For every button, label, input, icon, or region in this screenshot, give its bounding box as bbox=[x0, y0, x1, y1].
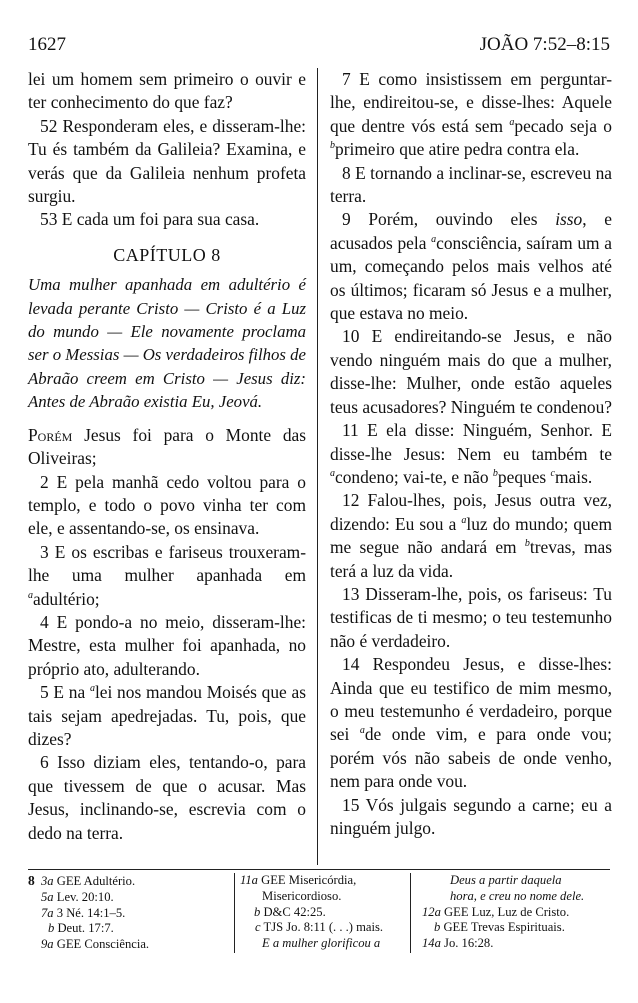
verse-8-6: 6 Isso diziam eles, tentando-o, para que tivessem de que o acusar. Mas Jesus, inclinando-se, escrevia com o dedo na terra. bbox=[28, 752, 306, 843]
footnote-marker[interactable]: b bbox=[330, 140, 335, 152]
verse-1-text: Jesus foi para o Monte das Oliveiras; bbox=[28, 424, 306, 469]
footnote-ref[interactable]: b bbox=[434, 920, 441, 935]
verse-8-4: 4 E pondo-a no meio, disseram-lhe: Mestre, esta mulher foi apanhada, no próprio ato, adulterando. bbox=[28, 611, 306, 679]
footnote-text: Jo. 16:28. bbox=[444, 936, 494, 951]
footnote-marker[interactable]: b bbox=[492, 468, 498, 480]
verse-8-9 bbox=[330, 208, 612, 325]
footnotes-column-3 bbox=[416, 873, 612, 952]
footnotes-column-2 bbox=[240, 873, 408, 952]
footnote-ref[interactable]: b bbox=[254, 904, 261, 919]
footnote-marker[interactable]: a bbox=[89, 683, 95, 695]
verse-9-italic: isso bbox=[555, 209, 583, 230]
footnote-text: GEE Consciência. bbox=[56, 937, 150, 952]
footnote-text: GEE Trevas Espirituais. bbox=[443, 920, 565, 935]
verse-12-text-mid: luz do mundo; quem me segue não andará em bbox=[330, 513, 613, 558]
running-header bbox=[28, 34, 610, 60]
footnote-marker[interactable]: a bbox=[28, 589, 33, 601]
verse-8-11 bbox=[330, 419, 612, 489]
footnote-ref[interactable]: 3a bbox=[41, 874, 54, 888]
verse-11-text: 11 E ela disse: Ninguém, Senhor. E disse-lhe Jesus: Nem eu também te bbox=[330, 420, 612, 464]
footnote-marker[interactable]: a bbox=[431, 234, 437, 246]
footnote-entry bbox=[240, 936, 408, 952]
footnote-marker[interactable]: a bbox=[330, 468, 335, 480]
footnote-column-divider bbox=[234, 873, 235, 953]
verse-9-text-end: consciência, saíram um a um, começando pelos mais velhos até os últimos; ficaram só Jesus e a mulher, que estava no meio. bbox=[330, 232, 612, 324]
footnote-text: Lev. 20:10. bbox=[56, 889, 114, 904]
footnote-entry bbox=[416, 889, 612, 905]
verse-11-text-end: mais. bbox=[555, 466, 593, 487]
chapter-summary: Uma mulher apanhada em adultério é levada perante Cristo — Cristo é a Luz do mundo — Ele novamente proclama ser o Messias — Os verdadeiros filhos de Abraão creem em Cristo — Jesus diz: Antes de Abraão existia Eu, Jeová. bbox=[28, 275, 306, 412]
footnote-entry bbox=[416, 873, 612, 889]
verse-8-13: 13 Disseram-lhe, pois, os fariseus: Tu testificas de ti mesmo; o teu testemunho não é verdadeiro. bbox=[330, 583, 612, 651]
verse-8-14 bbox=[330, 653, 612, 793]
verse-7-51-continuation: lei um homem sem primeiro o ouvir e ter conhecimento do que faz? bbox=[28, 69, 306, 113]
footnote-entry bbox=[28, 937, 233, 953]
footnote-text: GEE Adultério. bbox=[56, 874, 136, 888]
verse-8-10: 10 E endireitando-se Jesus, e não vendo ninguém mais do que a mulher, disse-lhe: Mulher, onde estão aqueles teus acusadores? Ninguém te condenou? bbox=[330, 326, 613, 417]
verse-14-text-end: de onde vim, e para onde vou; porém vós não sabeis de onde venho, nem para onde vou. bbox=[330, 724, 613, 792]
footnote-marker[interactable]: a bbox=[461, 514, 467, 526]
footnotes-column-1 bbox=[28, 873, 233, 953]
verse-7-52: 52 Responderam eles, e disseram-lhe: Tu és também da Galileia? Examina, e verás que da Galileia nenhum profeta surgiu. bbox=[28, 115, 306, 207]
footnote-text: Misericordioso. bbox=[262, 888, 342, 903]
footnote-marker[interactable]: a bbox=[359, 725, 365, 737]
verse-8-7 bbox=[330, 68, 612, 162]
footnote-marker[interactable]: c bbox=[550, 468, 555, 480]
footnote-ref[interactable]: 5a bbox=[41, 889, 54, 904]
footnote-entry bbox=[28, 873, 233, 890]
footnote-entry bbox=[28, 921, 233, 937]
verse-12-text: 12 Falou-lhes, pois, Jesus outra vez, dizendo: Eu sou a bbox=[330, 490, 612, 534]
footnote-ref[interactable]: 9a bbox=[41, 937, 54, 952]
footnote-divider bbox=[28, 869, 610, 870]
chapter-heading: CAPÍTULO 8 bbox=[113, 244, 221, 265]
verse-7-text-end: primeiro que atire pedra contra ela. bbox=[335, 139, 580, 160]
verse-12-text-end: trevas, mas terá a luz da vida. bbox=[330, 537, 613, 581]
verse-8-5 bbox=[28, 681, 306, 751]
footnote-ref[interactable]: c bbox=[255, 920, 261, 935]
verse-8-15: 15 Vós julgais segundo a carne; eu a ninguém julgo. bbox=[330, 794, 612, 838]
verse-5-text: 5 E na bbox=[40, 682, 90, 703]
footnote-text: Deut. 17:7. bbox=[57, 921, 114, 936]
footnote-text: Deus a partir daquela bbox=[450, 873, 562, 887]
footnote-text: GEE Luz, Luz de Cristo. bbox=[444, 904, 570, 919]
footnote-text: GEE Misericórdia, bbox=[261, 873, 357, 887]
footnote-text: E a mulher glorificou a bbox=[262, 936, 381, 951]
footnote-column-divider bbox=[410, 873, 411, 953]
verse-5-text-end: lei nos mandou Moisés que as tais sejam apedrejadas. Tu, pois, que dizes? bbox=[28, 682, 306, 749]
verse-7-text-mid: pecado seja o bbox=[514, 115, 612, 136]
footnote-marker[interactable]: a bbox=[509, 117, 515, 129]
footnote-entry bbox=[240, 920, 408, 936]
footnote-ref[interactable]: 11a bbox=[240, 873, 258, 887]
verse-3-text: 3 E os escribas e fariseus trouxeram-lhe uma mulher apanhada em bbox=[28, 541, 306, 586]
verse-7-text: 7 E como insistissem em perguntar-lhe, endireitou-se, e disse-lhes: Aquele que dentre vós está sem bbox=[330, 69, 612, 136]
footnote-marker[interactable]: b bbox=[524, 538, 530, 550]
verse-8-1 bbox=[28, 424, 306, 471]
page-number: 1627 bbox=[28, 34, 66, 55]
verse-8-8: 8 E tornando a inclinar-se, escreveu na terra. bbox=[330, 162, 612, 207]
footnote-entry bbox=[240, 889, 408, 905]
chapter-reference: JOÃO 7:52–8:15 bbox=[479, 34, 610, 55]
verse-14-text: 14 Respondeu Jesus, e disse-lhes: Ainda que eu testifico de mim mesmo, o meu testemunho é verdadeiro, porque sei bbox=[330, 654, 612, 745]
column-divider bbox=[317, 68, 318, 865]
verse-11-text-mid: condeno; vai-te, e não bbox=[335, 466, 493, 487]
verse-9-text: 9 Porém, ouvindo eles bbox=[342, 209, 556, 230]
footnote-text: TJS Jo. 8:11 (. . .) mais. bbox=[263, 920, 384, 935]
footnote-entry bbox=[28, 906, 233, 922]
verse-8-3 bbox=[28, 541, 306, 611]
footnote-ref[interactable]: 7a bbox=[41, 905, 54, 920]
verse-3-text-end: adultério; bbox=[33, 588, 100, 609]
left-column bbox=[28, 68, 306, 845]
footnote-entry bbox=[416, 936, 612, 952]
footnote-entry bbox=[240, 905, 408, 921]
right-column bbox=[330, 68, 612, 840]
footnote-entry bbox=[416, 920, 612, 936]
verse-8-2: 2 E pela manhã cedo voltou para o templo, e todo o povo vinha ter com ele, e assentando-se, os ensinava. bbox=[28, 471, 306, 539]
footnote-ref[interactable]: 14a bbox=[422, 936, 441, 951]
verse-9-text-mid: , e acusados pela bbox=[330, 209, 612, 253]
footnote-ref[interactable]: 12a bbox=[422, 904, 441, 919]
footnote-text: hora, e creu no nome dele. bbox=[450, 888, 585, 903]
footnote-entry bbox=[240, 873, 408, 889]
footnote-chapter-number: 8 bbox=[28, 873, 35, 888]
footnote-text: 3 Né. 14:1–5. bbox=[56, 905, 126, 920]
footnote-ref[interactable]: b bbox=[48, 921, 55, 936]
verse-7-53: 53 E cada um foi para sua casa. bbox=[40, 209, 260, 230]
footnote-text: D&C 42:25. bbox=[263, 904, 326, 919]
footnote-entry bbox=[416, 905, 612, 921]
verse-1-lead-word: Porém bbox=[28, 424, 73, 445]
verse-8-12 bbox=[330, 489, 612, 583]
verse-11-text-mid2: peques bbox=[497, 466, 551, 487]
footnote-entry bbox=[28, 890, 233, 906]
